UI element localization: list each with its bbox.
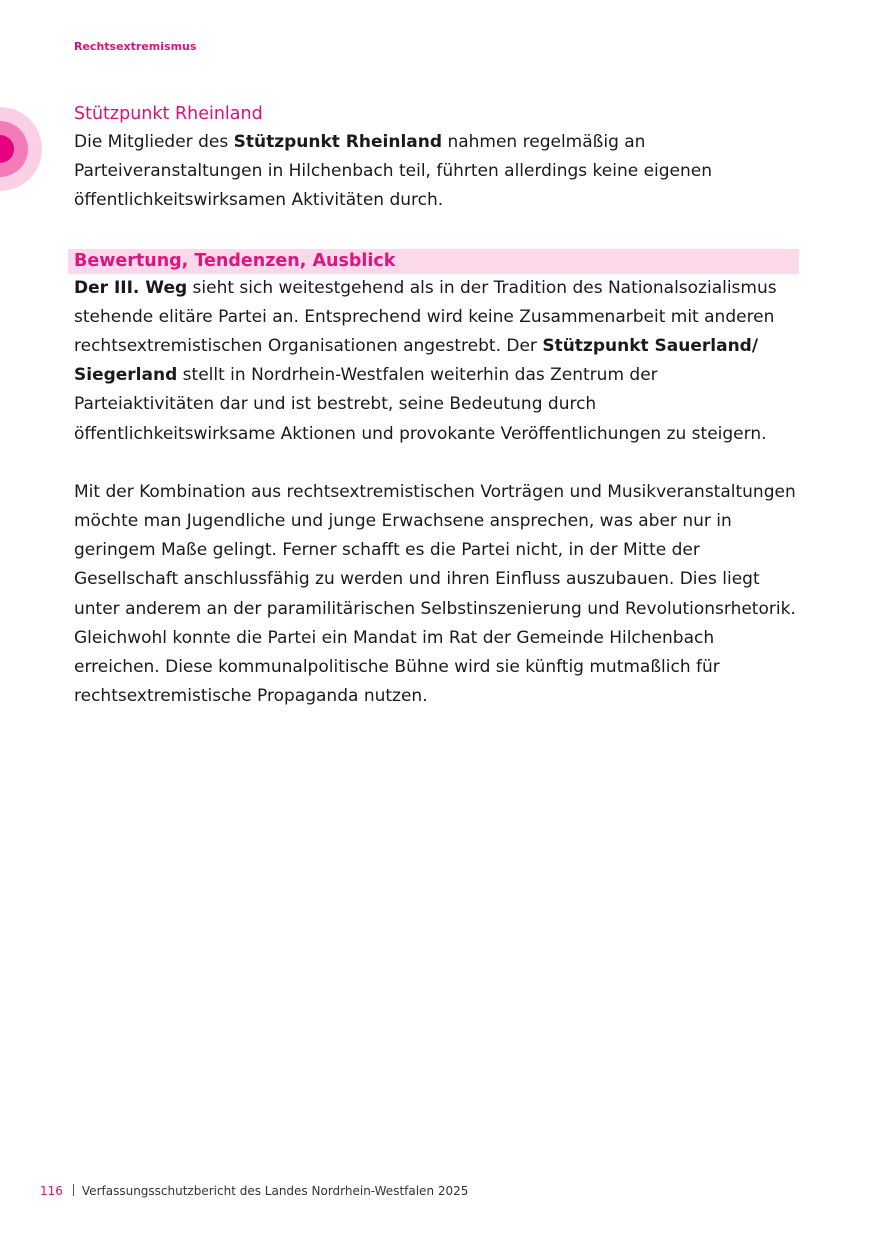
page-footer xyxy=(40,1184,468,1198)
main-content xyxy=(74,100,799,711)
footer-title: Verfassungsschutzbericht des Landes Nordrhein-Westfalen 2025 xyxy=(81,1184,469,1198)
paragraph-stuetzpunkt-rheinland: Die Mitglieder des Stützpunkt Rheinland nahmen regelmäßig an Parteiveranstaltungen in Hilchenbach teil, führten allerdings keine eigenen öffentlichkeitswirksamen Aktivitäten durch. xyxy=(74,132,713,211)
paragraph-bewertung-2: Mit der Kombination aus rechtsextremistischen Vorträgen und Musikveranstaltungen möchte man Jugendliche und junge Erwachsene ansprechen, was aber nur in geringem Maße gelingt. Ferner schafft es die Partei nicht, in der Mitte der Gesellschaft anschlussfähig zu werden und ihren Einfluss auszubauen. Dies liegt unter anderem an der paramilitärischen Selbstinszenierung und Revolutionsrhetorik. Gleichwohl konnte die Partei ein Mandat im Rat der Gemeinde Hilchenbach erreichen. Diese kommunalpolitische Bühne wird sie künftig mutmaßlich für rechtsextremistische Propaganda nutzen. xyxy=(74,481,796,707)
section-title-stuetzpunkt-rheinland: Stützpunkt Rheinland xyxy=(74,104,263,124)
section-heading-bewertung: Bewertung, Tendenzen, Ausblick xyxy=(68,249,799,274)
paragraph-bewertung-1: Der III. Weg sieht sich weitestgehend als in der Tradition des Nationalsozialismus stehende elitäre Partei an. Entsprechend wird keine Zusammenarbeit mit anderen rechtsextremistischen Organisationen angestrebt. Der Stützpunkt Sauerland/ Siegerland stellt in Nordrhein-Westfalen weiterhin das Zentrum der Parteiaktivitäten dar und ist bestrebt, seine Bedeutung durch öffentlichkeitswirksame Aktionen und provokante Veröffentlichungen zu steigern. xyxy=(74,277,777,444)
chapter-marker-icon xyxy=(0,107,42,191)
page-number: 116 xyxy=(40,1184,63,1198)
footer-divider xyxy=(73,1184,74,1196)
running-header: Rechtsextremismus xyxy=(74,40,197,53)
